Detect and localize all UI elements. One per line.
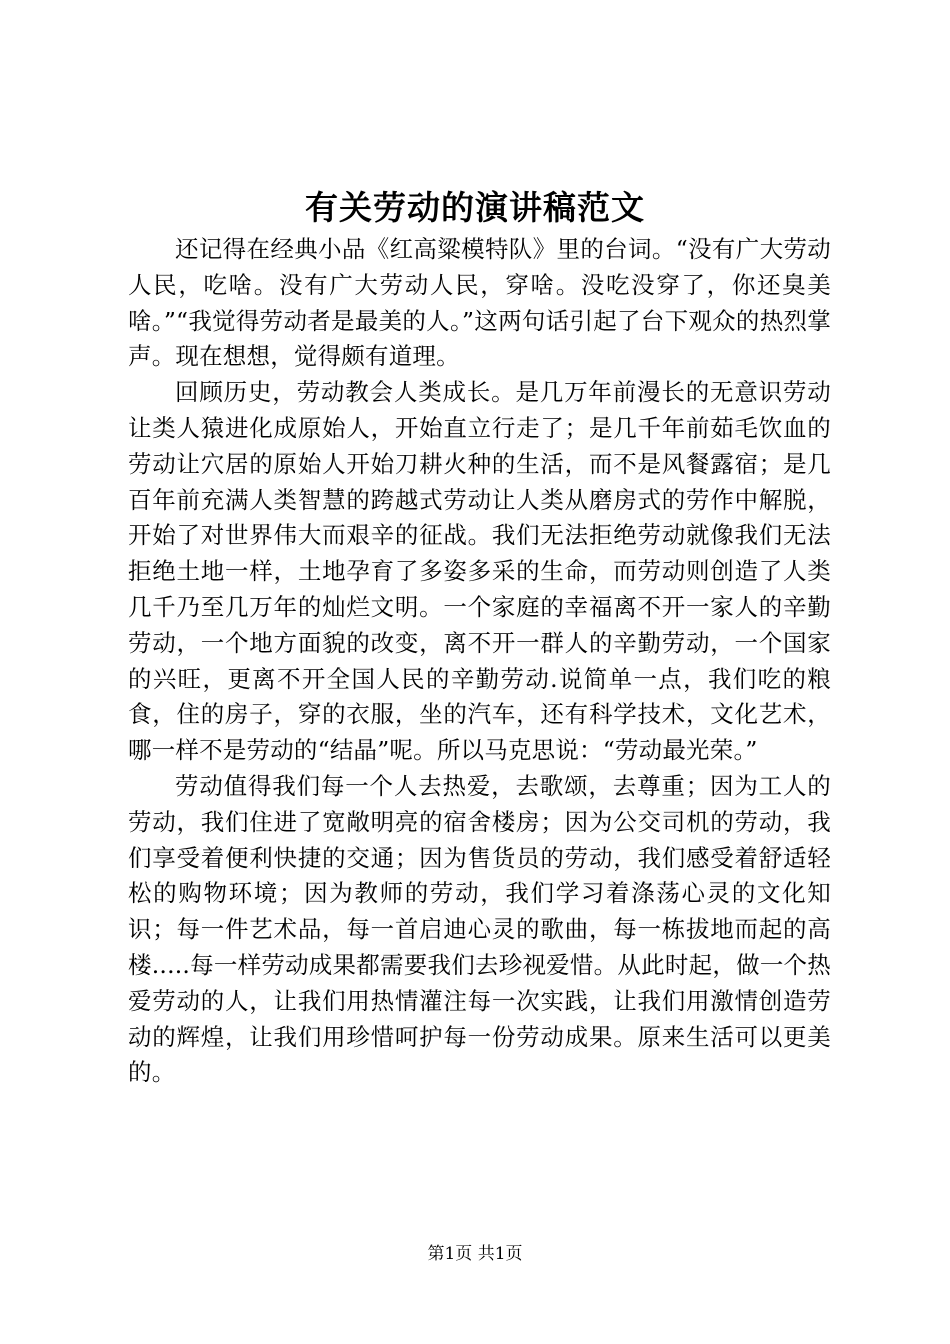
page-number-footer: 第1页 共1页: [427, 1244, 523, 1264]
paragraph-3: 劳动值得我们每一个人去热爱，去歌颂，去尊重；因为工人的劳动，我们住进了宽敞明亮的宿舍楼房；因为公交司机的劳动，我们享受着便利快捷的交通；因为售货员的劳动，我们感受着舒适轻松的购物环境；因为教师的劳动，我们学习着涤荡心灵的文化知识；每一件艺术品，每一首启迪心灵的歌曲，每一栋拔地而起的高楼.....每一样劳动成果都需要我们去珍视爱惜。从此时起，做一个热爱劳动的人，让我们用热情灌注每一次实践，让我们用激情创造劳动的辉煌，让我们用珍惜呵护每一份劳动成果。原来生活可以更美的。: [128, 771, 831, 1087]
paragraph-2: 回顾历史，劳动教会人类成长。是几万年前漫长的无意识劳动让类人猿进化成原始人，开始直立行走了；是几千年前茹毛饮血的劳动让穴居的原始人开始刀耕火种的生活，而不是风餐露宿；是几百年前充满人类智慧的跨越式劳动让人类从磨房式的劳作中解脱，开始了对世界伟大而艰辛的征战。我们无法拒绝劳动就像我们无法拒绝土地一样，土地孕育了多姿多采的生命，而劳动则创造了人类几千乃至几万年的灿烂文明。一个家庭的幸福离不开一家人的辛勤劳动，一个地方面貌的改变，离不开一群人的辛勤劳动，一个国家的兴旺，更离不开全国人民的辛勤劳动.说简单一点，我们吃的粮食，住的房子，穿的衣服，坐的汽车，还有科学技术，文化艺术，哪一样不是劳动的“结晶”呢。所以马克思说：“劳动最光荣。”: [128, 378, 831, 765]
document-title: 有关劳动的演讲稿范文: [305, 188, 645, 227]
paragraph-1: 还记得在经典小品《红高粱模特队》里的台词。“没有广大劳动人民，吃啥。没有广大劳动人民，穿啥。没吃没穿了，你还臭美啥。”“我觉得劳动者是最美的人。”这两句话引起了台下观众的热烈掌声。现在想想，觉得颇有道理。: [128, 235, 831, 371]
document-body: [128, 232, 831, 1091]
